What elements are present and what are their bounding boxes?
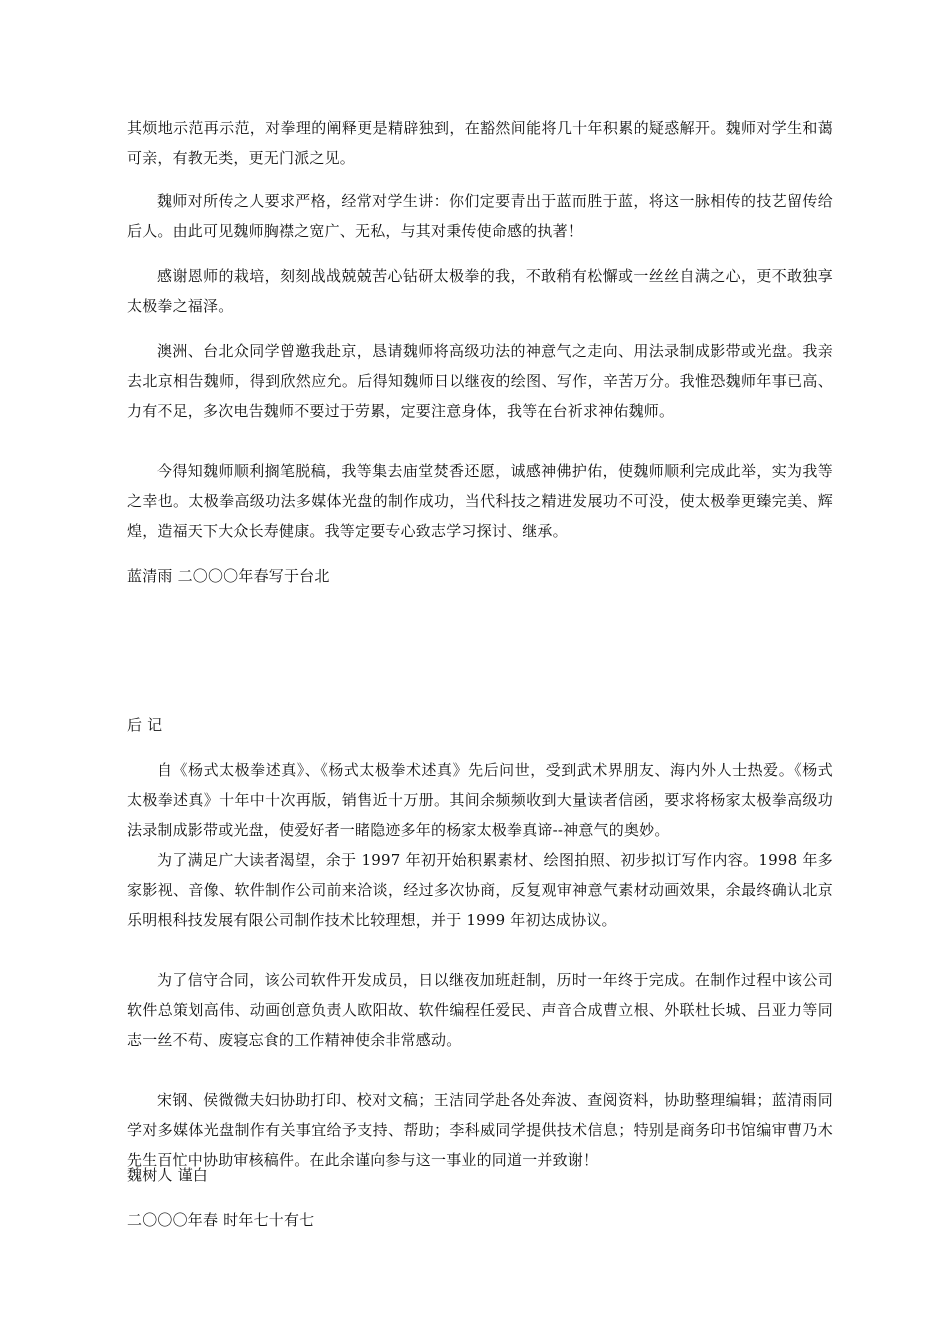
preface-signature: 蓝清雨 二〇〇〇年春写于台北 [127,567,330,585]
afterword-paragraph-2: 为了满足广大读者渴望，余于 1997 年初开始积累素材、绘图拍照、初步拟订写作内容。1998 年多家影视、音像、软件制作公司前来洽谈，经过多次协商，反复观审神意气素材动画效果，余最终确认北京乐明根科技发展有限公司制作技术比较理想，并于 1999 年初达成协议。 [127,851,833,929]
preface-paragraph-2: 魏师对所传之人要求严格，经常对学生讲：你们定要青出于蓝而胜于蓝，将这一脉相传的技艺留传给后人。由此可见魏师胸襟之宽广、无私，与其对秉传使命感的执著！ [127,192,833,240]
preface-paragraph-5: 今得知魏师顺利搁笔脱稿，我等集去庙堂焚香还愿，诚感神佛护佑，使魏师顺利完成此举，实为我等之幸也。太极拳高级功法多媒体光盘的制作成功，当代科技之精进发展功不可没，使太极拳更臻完美、辉煌，造福天下大众长寿健康。我等定要专心致志学习探讨、继承。 [127,462,833,540]
afterword-paragraph-1: 自《杨式太极拳述真》、《杨式太极拳术述真》先后问世，受到武术界朋友、海内外人士热爱。《杨式太极拳述真》十年中十次再版，销售近十万册。其间余频频收到大量读者信函，要求将杨家太极拳高级功法录制成影带或光盘，使爱好者一睹隐迹多年的杨家太极拳真谛--神意气的奥妙。 [127,761,833,839]
afterword-paragraph-4: 宋钢、侯微微夫妇协助打印、校对文稿；王洁同学赴各处奔波、查阅资料，协助整理编辑；蓝清雨同学对多媒体光盘制作有关事宜给予支持、帮助；李科威同学提供技术信息；特别是商务印书馆编审曹乃木先生百忙中协助审核稿件。在此余谨向参与这一事业的同道一并致谢！ [127,1091,833,1169]
preface-paragraph-4: 澳洲、台北众同学曾邀我赴京，恳请魏师将高级功法的神意气之走向、用法录制成影带或光盘。我亲去北京相告魏师，得到欣然应允。后得知魏师日以继夜的绘图、写作，辛苦万分。我惟恐魏师年事已高、力有不足，多次电告魏师不要过于劳累，定要注意身体，我等在台祈求神佑魏师。 [127,342,833,420]
afterword-paragraph-3: 为了信守合同，该公司软件开发成员，日以继夜加班赶制，历时一年终于完成。在制作过程中该公司软件总策划高伟、动画创意负责人欧阳故、软件编程任爱民、声音合成曹立根、外联杜长城、吕亚力等同志一丝不苟、废寝忘食的工作精神使余非常感动。 [127,971,833,1049]
afterword-heading: 后 记 [127,716,163,734]
afterword-date: 二〇〇〇年春 时年七十有七 [127,1211,315,1229]
preface-paragraph-1: 其烦地示范再示范，对拳理的阐释更是精辟独到，在豁然间能将几十年积累的疑惑解开。魏师对学生和蔼可亲，有教无类，更无门派之见。 [127,119,833,167]
afterword-signature: 魏树人 谨白 [127,1166,208,1184]
preface-paragraph-3: 感谢恩师的栽培，刻刻战战兢兢苦心钻研太极拳的我，不敢稍有松懈或一丝丝自满之心，更不敢独享太极拳之福泽。 [127,267,833,315]
